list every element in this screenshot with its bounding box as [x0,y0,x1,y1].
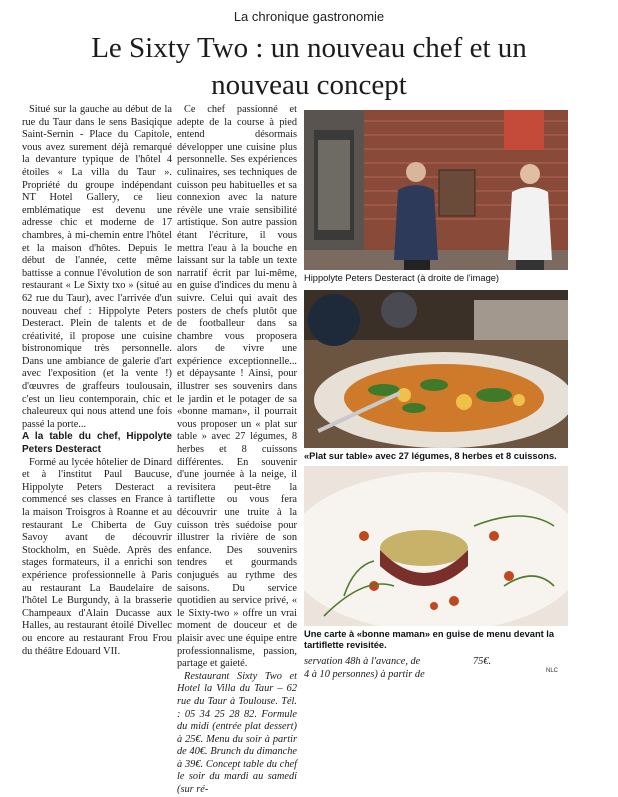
article-column-1 [22,104,172,658]
article-paragraph: Formé au lycée hôtelier de Dinard et à l'institut Paul Baucuse, Hippolyte Peters Desteract a commencé ses classes en France à la maison Troisgros à Roanne et au restaurant Le Chiberta de Guy Savoy avant de découvrir Stockholm, en Suède. Après des stages formateurs, il a enrichi son expérience professionnelle à Paris au restaurant La Baudelaire de l'hôtel Le Burgundy, à la brasserie Champeaux d'Alain Ducasse aux Halles, au restaurant étoilé Divellec ou encore au restaurant Frou Frou du théâtre Edouard VII. [22,456,172,657]
headline-line-2: nouveau concept [211,69,407,101]
author-signature: NLC [546,668,559,674]
photo-plat-sur-table [304,290,568,448]
photo-chefs [304,110,568,270]
headline-line-1: Le Sixty Two : un nouveau chef et un [91,32,527,64]
info-continuation [304,656,454,681]
photo-caption-1: Hippolyte Peters Desteract (à droite de l'image) [304,273,500,283]
article-subheading: A la table du chef, Hippolyte Peters Desteract [22,431,172,456]
info-continuation-line-1: servation 48h à l'avance, de [304,656,421,667]
photo-caption-3: Une carte à «bonne maman» en guise de menu devant la tartiflette revisitée. [304,629,555,650]
info-price: 75€. [473,656,492,667]
photo-caption-2: «Plat sur table» avec 27 légumes, 8 herbes et 8 cuissons. [304,451,557,461]
article-paragraph: Ce chef passionné et adepte de la course à pied entend désormais développer une cuisine plus personnelle. Ses expériences culinaires, ses techniques de cuisson peu habituelles et sa connexion avec la nature révèle une vraie sensibilité artistique. Son autre passion étant l'écriture, il vous mettra l'eau à la bouche en laissant sur la table un texte narratif écrit par lui-même, en guise d'indices du menu à suivre. Celui qui avait des posters de chefs plutôt que de footballeur dans sa chambre vous proposera alors de vivre une expérience exceptionnelle... et dépaysante ! Ainsi, pour illustrer ses souvenirs dans le jardin et le potager de sa «bonne maman», il pourrait vous proposer un « plat sur table » avec 27 légumes, 8 herbes et 8 cuissons différentes. En souvenir d'une journée à la neige, il revisitera peut-être la tartiflette ou vous fera découvrir une truite à la cuisson très suédoise pour illustrer la rivière de son enfance. Des souvenirs tendres et gourmands conjugués au rythme des saisons. Du service quotidien au service privé, « le Sixty-two » offre un vrai moment de douceur et de plaisir avec une équipe entre professionnalisme, passion, partage et gaieté. [177,104,297,670]
headline [20,30,598,104]
section-kicker: La chronique gastronomie [233,9,385,24]
restaurant-info: Restaurant Sixty Two et Hotel la Villa du Taur – 62 rue du Taur à Toulouse. Tél. : 05 34 25 28 82. Formule du midi (entrée plat dessert) à 25€. Menu du soir à partir de 40€. Brunch du dimanche à 39€. Concept table du chef le soir du mardi au samedi (sur ré- [177,670,297,796]
photo-tartiflette [304,466,568,626]
info-continuation-line-2: 4 à 10 personnes) à partir de [304,668,425,680]
article-column-2 [177,104,297,797]
article-paragraph: Situé sur la gauche au début de la rue du Taur dans le sens Basiqique Saint-Sernin - Place du Capitole, vous avez surement déjà remarqué la devanture typique de l'hôtel 4 étoiles « La villa du Taur ». Propriété du groupe indépendant NT Hotel Gallery, ce lieu emblématique est devenu une adresse chic et moderne de 17 chambres, à mi-chemin entre l'hôtel et la maison d'hôtes. Depuis le début de l'année, cette même battisse a connue l'évolution de son restaurant « Le Sixty txo » (situé au 62 rue du Taur), avec l'arrivée d'un nouveau chef : Hippolyte Peters Desteract. Plein de talents et de créativité, il propose une cuisine bistronomique très personnelle. Dans une ambiance de galerie d'art avec l'exposition (et la vente !) d'œuvres de graffeurs toulousain, c'est un lieu contemporain, chic et chaleureux qui nous attend une fois passé la porte... [22,104,172,430]
